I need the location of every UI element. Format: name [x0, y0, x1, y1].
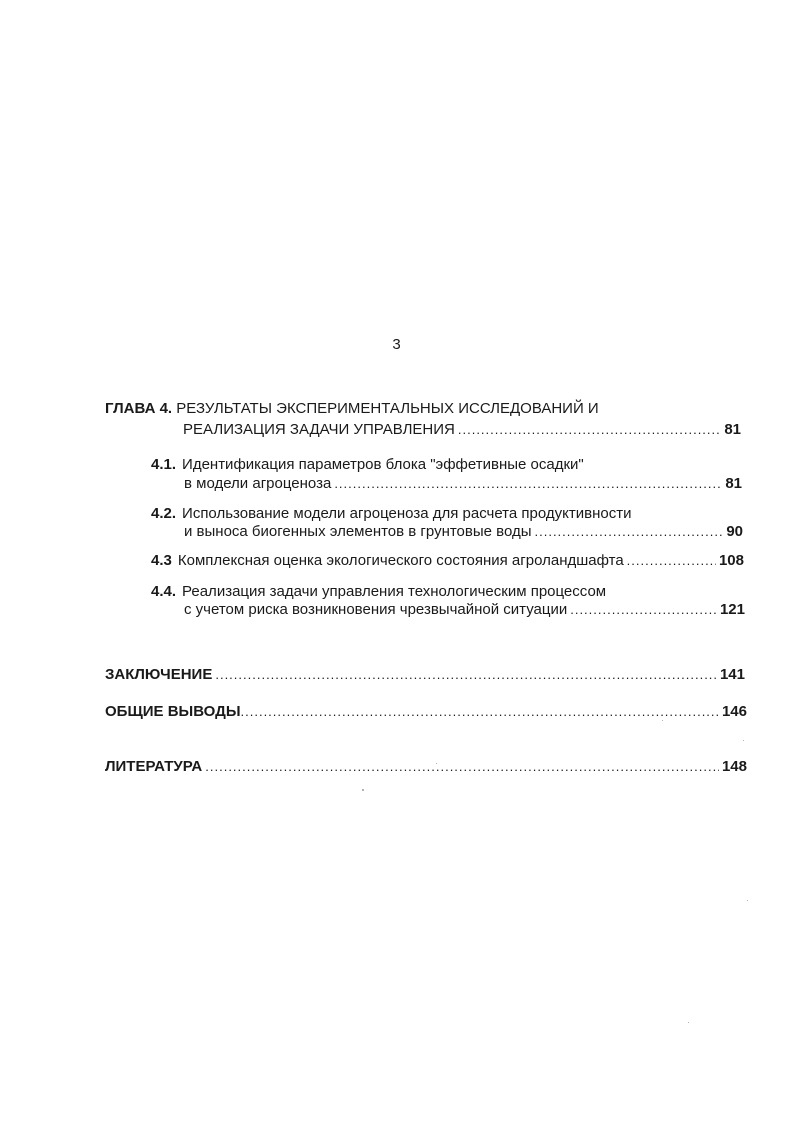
chapter-4-entry	[183, 421, 741, 438]
general-conclusions-label: ОБЩИЕ ВЫВОДЫ	[105, 703, 241, 720]
dot-leader	[215, 667, 717, 682]
section-4-2-title-line2: и выноса биогенных элементов в грунтовые воды	[184, 523, 532, 540]
conclusion-label: ЗАКЛЮЧЕНИЕ	[105, 666, 213, 683]
general-conclusions-entry	[105, 703, 747, 720]
section-4-3-page: 108	[718, 552, 744, 569]
section-4-1-entry	[184, 475, 742, 492]
section-4-4-entry	[184, 601, 745, 618]
literature-page: 148	[721, 758, 747, 775]
chapter-4-title-line1: РЕЗУЛЬТАТЫ ЭКСПЕРИМЕНТАЛЬНЫХ ИССЛЕДОВАНИЙ И	[176, 400, 599, 417]
scan-speck	[688, 1022, 689, 1023]
dot-leader	[458, 422, 721, 437]
literature-label: ЛИТЕРАТУРА	[105, 758, 203, 775]
section-4-1-line1	[151, 456, 584, 473]
section-4-2-title-line1: Использование модели агроценоза для расчета продуктивности	[182, 505, 632, 522]
chapter-4-page: 81	[724, 421, 741, 438]
scan-speck	[662, 720, 663, 721]
section-4-1-title-line2: в модели агроценоза	[184, 475, 332, 492]
section-4-2-entry	[184, 523, 743, 540]
dot-leader	[627, 553, 716, 568]
conclusion-page: 141	[719, 666, 745, 683]
dot-leader	[205, 759, 719, 774]
page-number: 3	[392, 336, 401, 353]
dot-leader	[570, 602, 717, 617]
section-4-4-title-line2: с учетом риска возникновения чрезвычайной ситуации	[184, 601, 568, 618]
chapter-4-title-line2: РЕАЛИЗАЦИЯ ЗАДАЧИ УПРАВЛЕНИЯ	[183, 421, 455, 438]
section-4-2-page: 90	[726, 523, 743, 540]
chapter-4-label: ГЛАВА 4.	[105, 400, 173, 417]
section-4-2-number: 4.2.	[151, 505, 177, 522]
dot-leader	[535, 524, 724, 539]
section-4-4-number: 4.4.	[151, 583, 177, 600]
dot-leader	[241, 704, 719, 719]
scan-speck	[436, 763, 437, 764]
chapter-4-heading-line1	[105, 400, 599, 417]
scan-speck	[362, 789, 364, 791]
scan-speck	[743, 740, 744, 741]
section-4-3-title	[151, 552, 624, 569]
section-4-3-entry	[151, 552, 744, 569]
conclusion-entry	[105, 666, 745, 683]
section-4-4-title-line1: Реализация задачи управления технологическим процессом	[182, 583, 607, 600]
section-4-4-page: 121	[719, 601, 745, 618]
section-4-4-line1	[151, 583, 606, 600]
section-4-3-title-text: Комплексная оценка экологического состояния агроландшафта	[177, 552, 624, 569]
dot-leader	[334, 476, 722, 491]
general-conclusions-page: 146	[721, 703, 747, 720]
section-4-1-number: 4.1.	[151, 456, 177, 473]
section-4-1-page: 81	[725, 475, 742, 492]
section-4-2-line1	[151, 505, 631, 522]
section-4-3-number: 4.3	[151, 552, 172, 569]
section-4-1-title-line1: Идентификация параметров блока "эффетивные осадки"	[182, 456, 584, 473]
literature-entry	[105, 758, 747, 775]
scan-speck	[747, 900, 748, 901]
